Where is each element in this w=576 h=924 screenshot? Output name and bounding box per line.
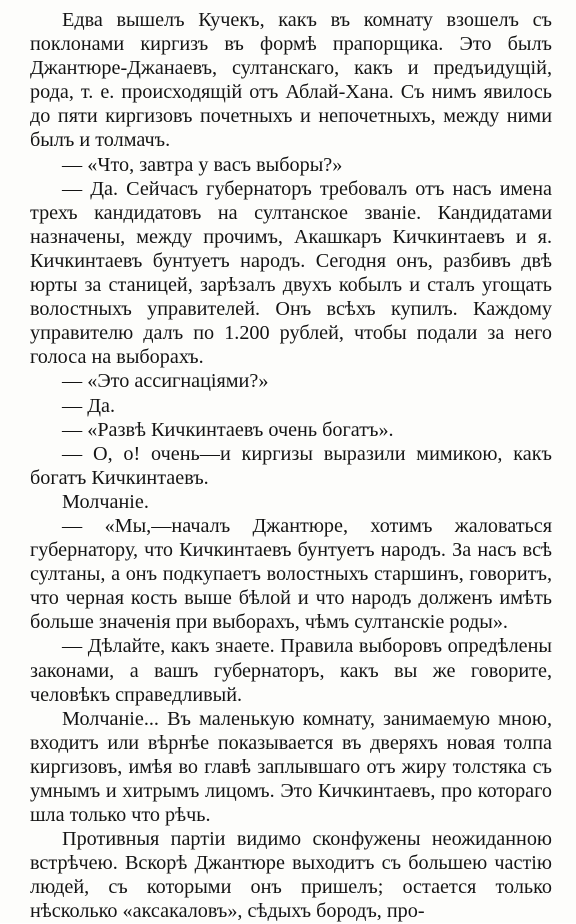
paragraph-11: Молчаніе... Въ маленькую комнату, занимаемую мною, входитъ или вѣрнѣе показывается въ дверяхъ новая толпа киргизовъ, имѣя во главѣ заплывшаго отъ жиру толстяка съ умнымъ и хитрымъ лицомъ. Это Кичкинтаевъ, про котораго шла только что рѣчь. [30, 707, 552, 827]
paragraph-4: — «Это ассигнаціями?» [62, 370, 269, 393]
paragraph-2: — «Что, завтра у васъ выборы?» [62, 153, 343, 176]
paragraph-1: Едва вышелъ Кучекъ, какъ въ комнату взошелъ съ поклонами киргизъ въ формѣ прапорщика. Это былъ Джантюре-Джанаевъ, султанскаго, какъ и предъидущій, рода, т. е. происходящій отъ Аблай-Хана. Съ нимъ явилось до пяти киргизовъ почетныхъ и непочетныхъ, между ними былъ и толмачъ. [30, 9, 552, 152]
paragraph-3: — Да. Сейчасъ губернаторъ требовалъ отъ насъ имена трехъ кандидатовъ на султанское званіе. Кандидатами назначены, между прочимъ, Акашкаръ Кичкинтаевъ и я. Кичкинтаевъ бунтуетъ народъ. Сегодня онъ, разбивъ двѣ юрты за станицей, зарѣзалъ двухъ кобылъ и сталъ угощать волостныхъ управителей. Онъ всѣхъ купилъ. Каждому управителю далъ по 1.200 рублей, чтобы подали за него голоса на выборахъ. [30, 177, 552, 369]
paragraph-10: — Дѣлайте, какъ знаете. Правила выборовъ опредѣлены законами, а вашъ губернаторъ, какъ вы же говорите, человѣкъ справедливый. [30, 635, 552, 706]
page-text [30, 8, 552, 924]
paragraph-7: — О, о! очень—и киргизы выразили мимикою, какъ богатъ Кичкинтаевъ. [30, 442, 552, 489]
paragraph-12: Противныя партіи видимо сконфужены неожиданною встрѣчею. Вскорѣ Джантюре выходитъ съ большею частію людей, съ которыми онъ пришелъ; остается только нѣсколько «аксакаловъ», сѣдыхъ бородъ, про- [30, 828, 552, 923]
paragraph-5: — Да. [62, 394, 116, 417]
paragraph-9: — «Мы,—началъ Джантюре, хотимъ жаловаться губернатору, что Кичкинтаевъ бунтуетъ народъ. За насъ всѣ султаны, а онъ подкупаетъ волостныхъ старшинъ, говоритъ, что черная кость выше бѣлой и что народъ долженъ имѣть больше значенія при выборахъ, чѣмъ султанскіе роды». [30, 514, 552, 634]
paragraph-8: Молчаніе. [62, 490, 149, 513]
paragraph-6: — «Развѣ Кичкинтаевъ очень богатъ». [62, 418, 394, 441]
